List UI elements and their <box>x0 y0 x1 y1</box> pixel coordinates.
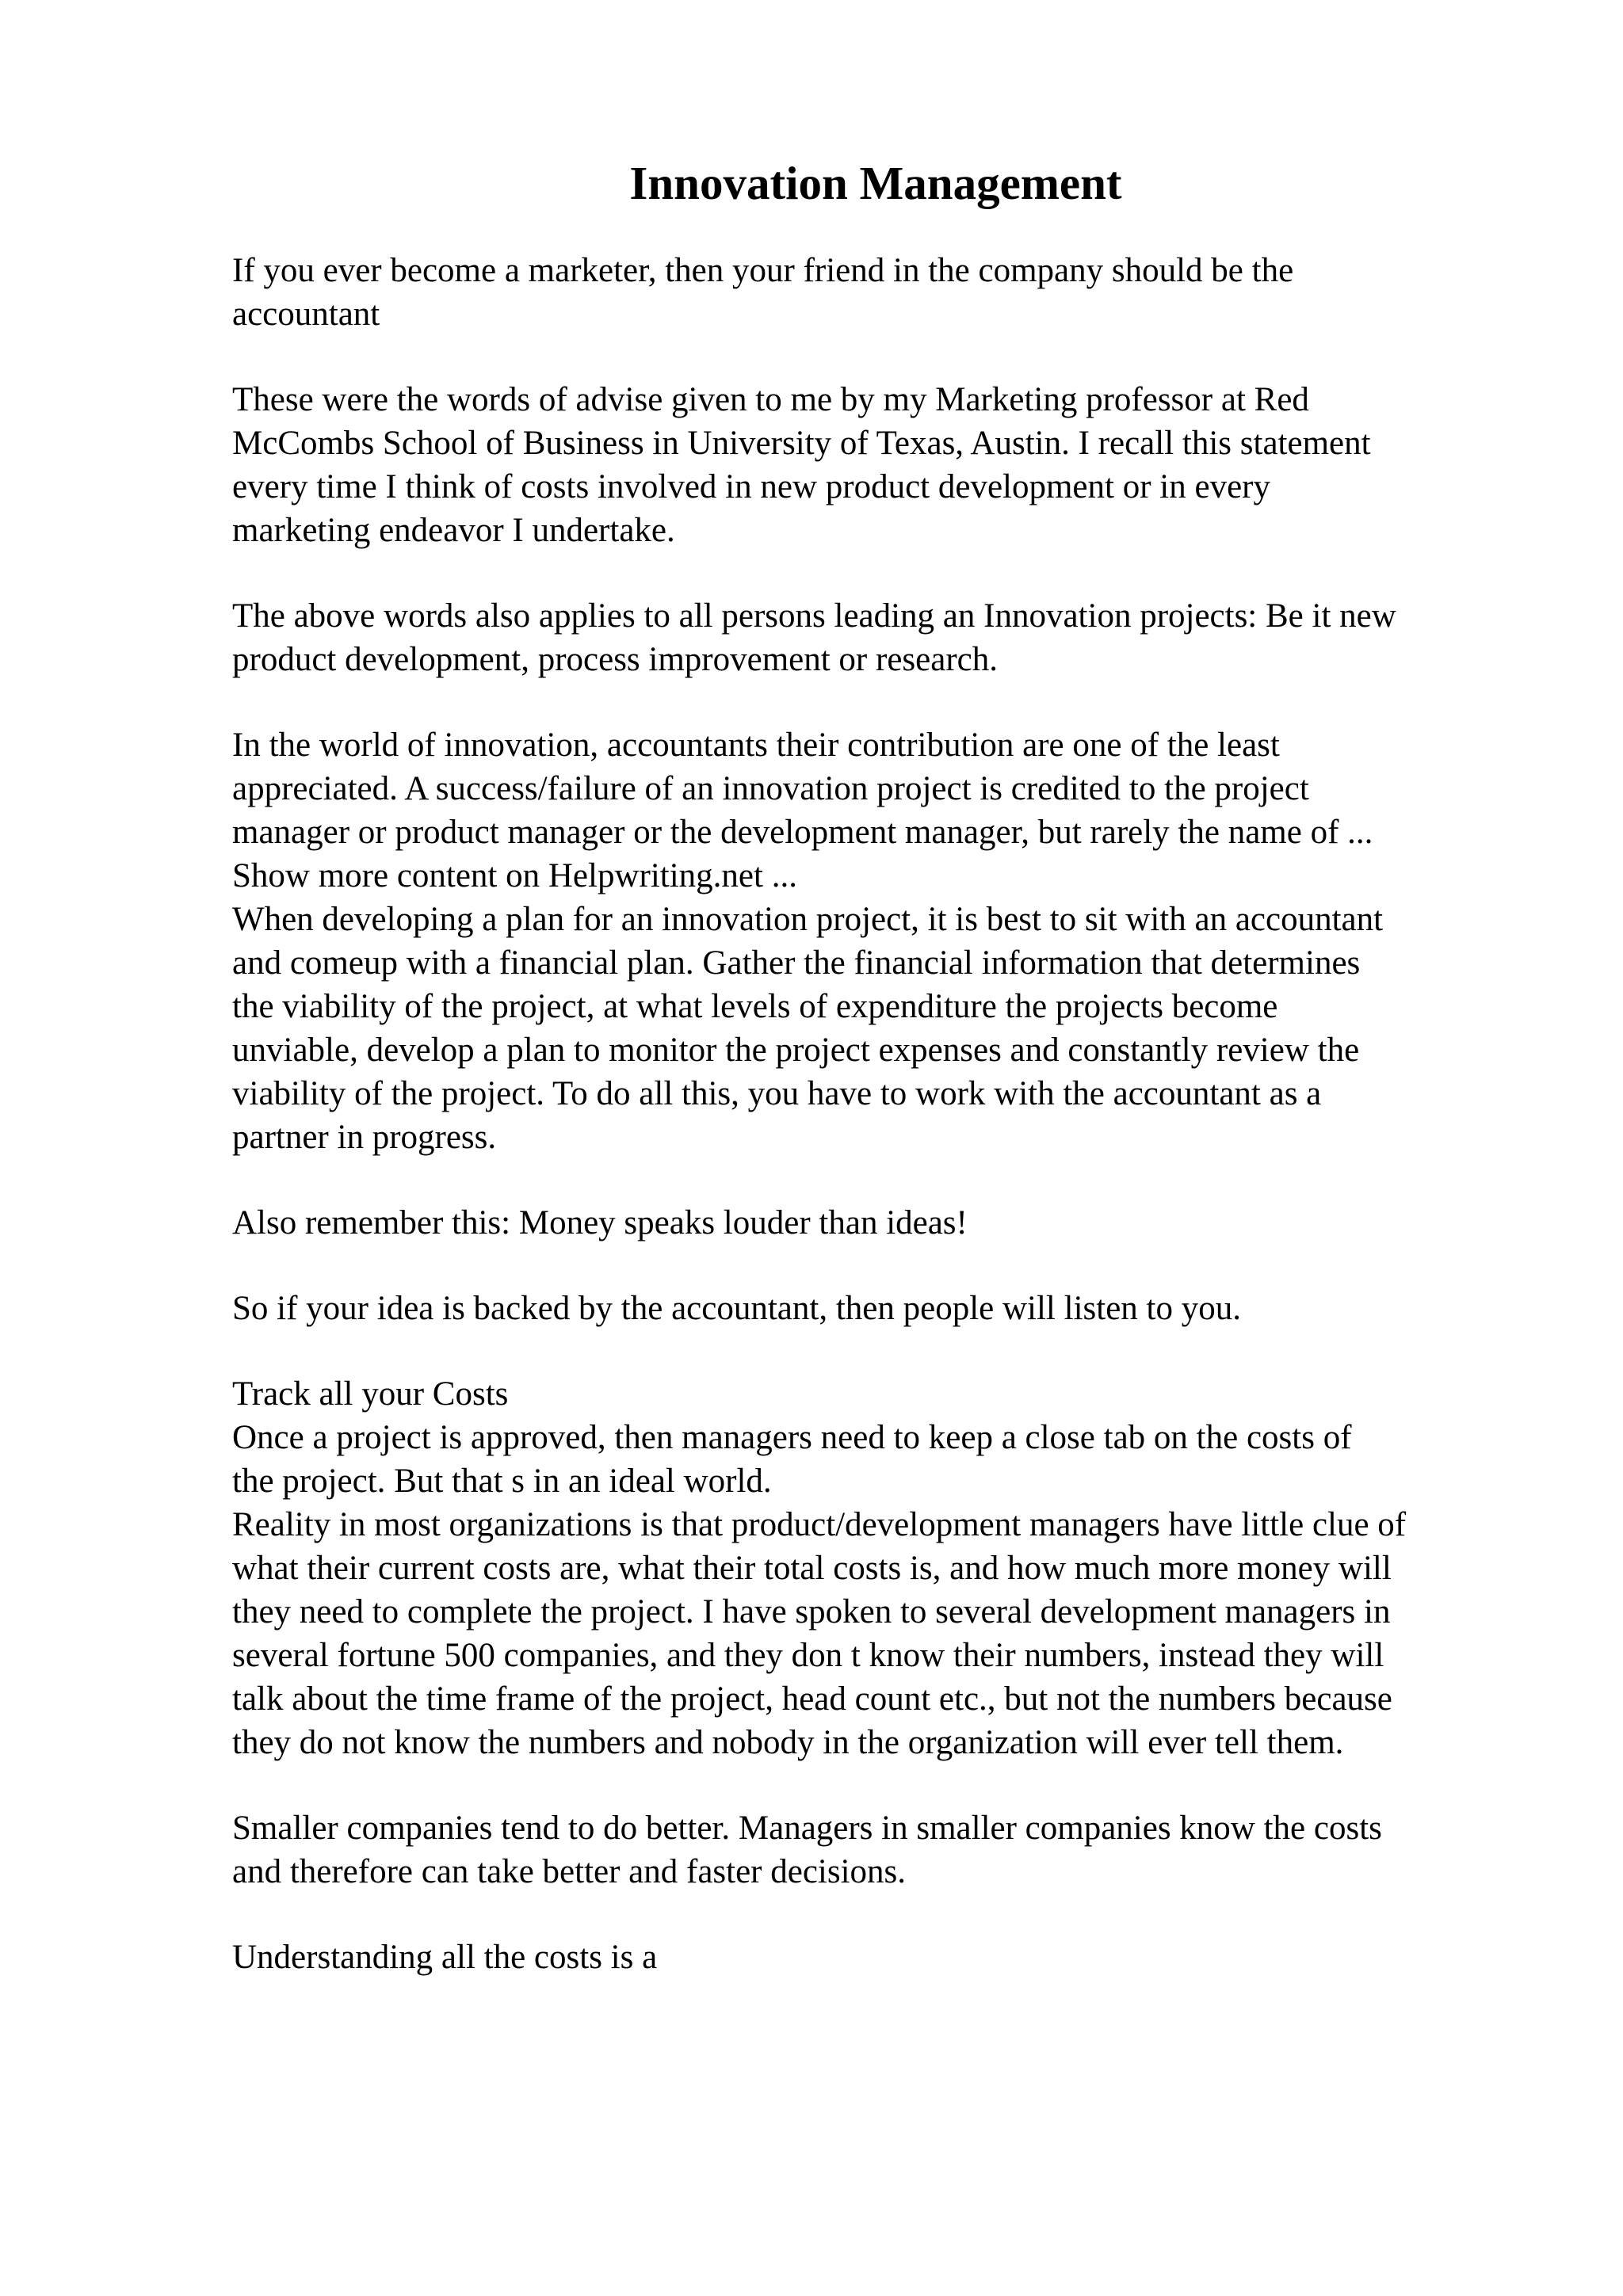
text-line: Also remember this: Money speaks louder than ideas! <box>232 1204 968 1241</box>
text-line: Once a project is approved, then managers need to keep a close tab on the costs of <box>232 1419 1352 1456</box>
text-line: accountant <box>232 296 380 333</box>
text-line: These were the words of advise given to me by my Marketing professor at Red <box>232 381 1309 418</box>
text-line: every time I think of costs involved in new product development or in every <box>232 468 1270 505</box>
text-line: they need to complete the project. I have spoken to several development managers in <box>232 1593 1391 1630</box>
text-line: manager or product manager or the development manager, but rarely the name of ... <box>232 814 1373 851</box>
text-line: and therefore can take better and faster decisions. <box>232 1853 907 1890</box>
show-more-link[interactable]: Show more content on Helpwriting.net ... <box>232 857 797 894</box>
text-line: viability of the project. To do all this, you have to work with the accountant as a <box>232 1075 1322 1112</box>
text-line: So if your idea is backed by the accountant, then people will listen to you. <box>232 1290 1241 1327</box>
text-line: they do not know the numbers and nobody in the organization will ever tell them. <box>232 1724 1344 1761</box>
text-line: Smaller companies tend to do better. Managers in smaller companies know the costs <box>232 1810 1382 1847</box>
text-line: several fortune 500 companies, and they don t know their numbers, instead they will <box>232 1637 1384 1674</box>
text-line: The above words also applies to all persons leading an Innovation projects: Be it new <box>232 597 1396 635</box>
text-line: marketing endeavor I undertake. <box>232 512 675 549</box>
text-line: the project. But that s in an ideal world. <box>232 1463 772 1500</box>
text-line: what their current costs are, what their total costs is, and how much more money will <box>232 1550 1392 1587</box>
text-line: Understanding all the costs is a <box>232 1939 658 1976</box>
text-line: If you ever become a marketer, then your friend in the company should be the <box>232 252 1294 289</box>
text-line: appreciated. A success/failure of an innovation project is credited to the project <box>232 770 1309 807</box>
text-line: unviable, develop a plan to monitor the project expenses and constantly review the <box>232 1032 1360 1069</box>
text-line: and comeup with a financial plan. Gather the financial information that determines <box>232 944 1361 982</box>
text-line: When developing a plan for an innovation project, it is best to sit with an accountant <box>232 901 1384 938</box>
section-heading: Track all your Costs <box>232 1375 509 1413</box>
text-line: product development, process improvement or research. <box>232 641 998 678</box>
text-line: talk about the time frame of the project, head count etc., but not the numbers because <box>232 1680 1392 1718</box>
text-line: Reality in most organizations is that product/development managers have little clue of <box>232 1506 1407 1543</box>
text-line: McCombs School of Business in University of Texas, Austin. I recall this statement <box>232 425 1371 462</box>
text-line: In the world of innovation, accountants their contribution are one of the least <box>232 727 1280 764</box>
document-title: Innovation Management <box>629 157 1122 209</box>
text-line: the viability of the project, at what levels of expenditure the projects become <box>232 988 1278 1025</box>
text-line: partner in progress. <box>232 1119 497 1156</box>
